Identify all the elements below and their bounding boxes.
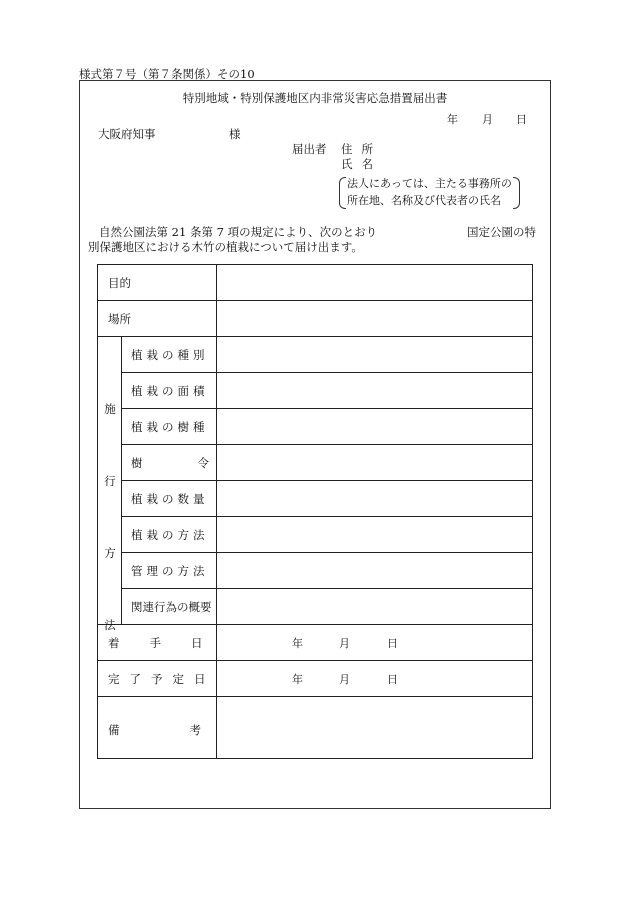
start-date-month: 月 <box>339 637 350 650</box>
start-date-label: 着手日 <box>108 636 233 650</box>
corporation-note-line1: 法人にあっては、主たる事務所の <box>347 177 512 190</box>
completion-date-year: 年 <box>292 673 303 686</box>
corporation-note-line2: 所在地、名称及び代表者の氏名 <box>347 194 501 207</box>
completion-date-label: 完了予定日 <box>108 672 216 686</box>
bracket-right <box>513 177 520 209</box>
completion-date-day: 日 <box>387 673 398 686</box>
purpose-field[interactable] <box>217 265 533 300</box>
header-date-month: 月 <box>482 113 493 126</box>
tree-species-label: 植栽の樹種 <box>131 420 209 434</box>
address-label: 住所 <box>341 142 382 156</box>
related-activity-label: 関連行為の概要 <box>131 600 212 614</box>
method-group-label: 施行方法 <box>104 402 116 632</box>
purpose-label: 目的 <box>108 276 131 290</box>
management-method-label: 管理の方法 <box>131 564 209 578</box>
planting-quantity-field[interactable] <box>217 481 533 516</box>
start-date-day: 日 <box>387 637 398 650</box>
application-table <box>97 264 533 759</box>
honorific: 様 <box>229 127 241 141</box>
location-field[interactable] <box>217 301 533 336</box>
corporation-note <box>339 175 520 209</box>
bracket-left <box>339 177 346 209</box>
planting-quantity-label: 植栽の数量 <box>131 492 209 506</box>
body-text-line2: 別保護地区における木竹の植栽について届け出ます。 <box>88 240 363 254</box>
planting-area-label: 植栽の面積 <box>131 384 209 398</box>
name-label: 氏名 <box>341 157 382 171</box>
planting-type-label: 植栽の種別 <box>131 348 209 362</box>
header-date-year: 年 <box>447 113 458 126</box>
planting-method-field[interactable] <box>217 517 533 552</box>
completion-date-month: 月 <box>339 673 350 686</box>
planting-area-field[interactable] <box>217 373 533 408</box>
document-title: 特別地域・特別保護地区内非常災害応急措置届出書 <box>182 91 448 105</box>
form-number-label: 様式第７号（第７条関係）その10 <box>79 67 255 81</box>
remarks-field[interactable] <box>217 697 533 759</box>
tree-species-field[interactable] <box>217 409 533 444</box>
addressee: 大阪府知事 <box>98 127 156 141</box>
tree-age-field[interactable] <box>217 445 533 480</box>
start-date-year: 年 <box>292 637 303 650</box>
remarks-label: 備考 <box>108 723 271 737</box>
planting-type-field[interactable] <box>217 337 533 372</box>
start-date-field[interactable] <box>217 625 533 660</box>
location-label: 場所 <box>108 312 131 326</box>
completion-date-field[interactable] <box>217 661 533 696</box>
related-activity-field[interactable] <box>217 589 533 624</box>
submitter-label: 届出者 <box>292 142 327 156</box>
body-text-line1: 自然公園法第 21 条第 7 項の規定により、次のとおり <box>99 225 378 239</box>
body-text-park: 国定公園の特 <box>467 225 536 239</box>
header-date-day: 日 <box>516 113 527 126</box>
tree-age-label: 樹令 <box>131 456 264 470</box>
planting-method-label: 植栽の方法 <box>131 528 209 542</box>
management-method-field[interactable] <box>217 553 533 588</box>
